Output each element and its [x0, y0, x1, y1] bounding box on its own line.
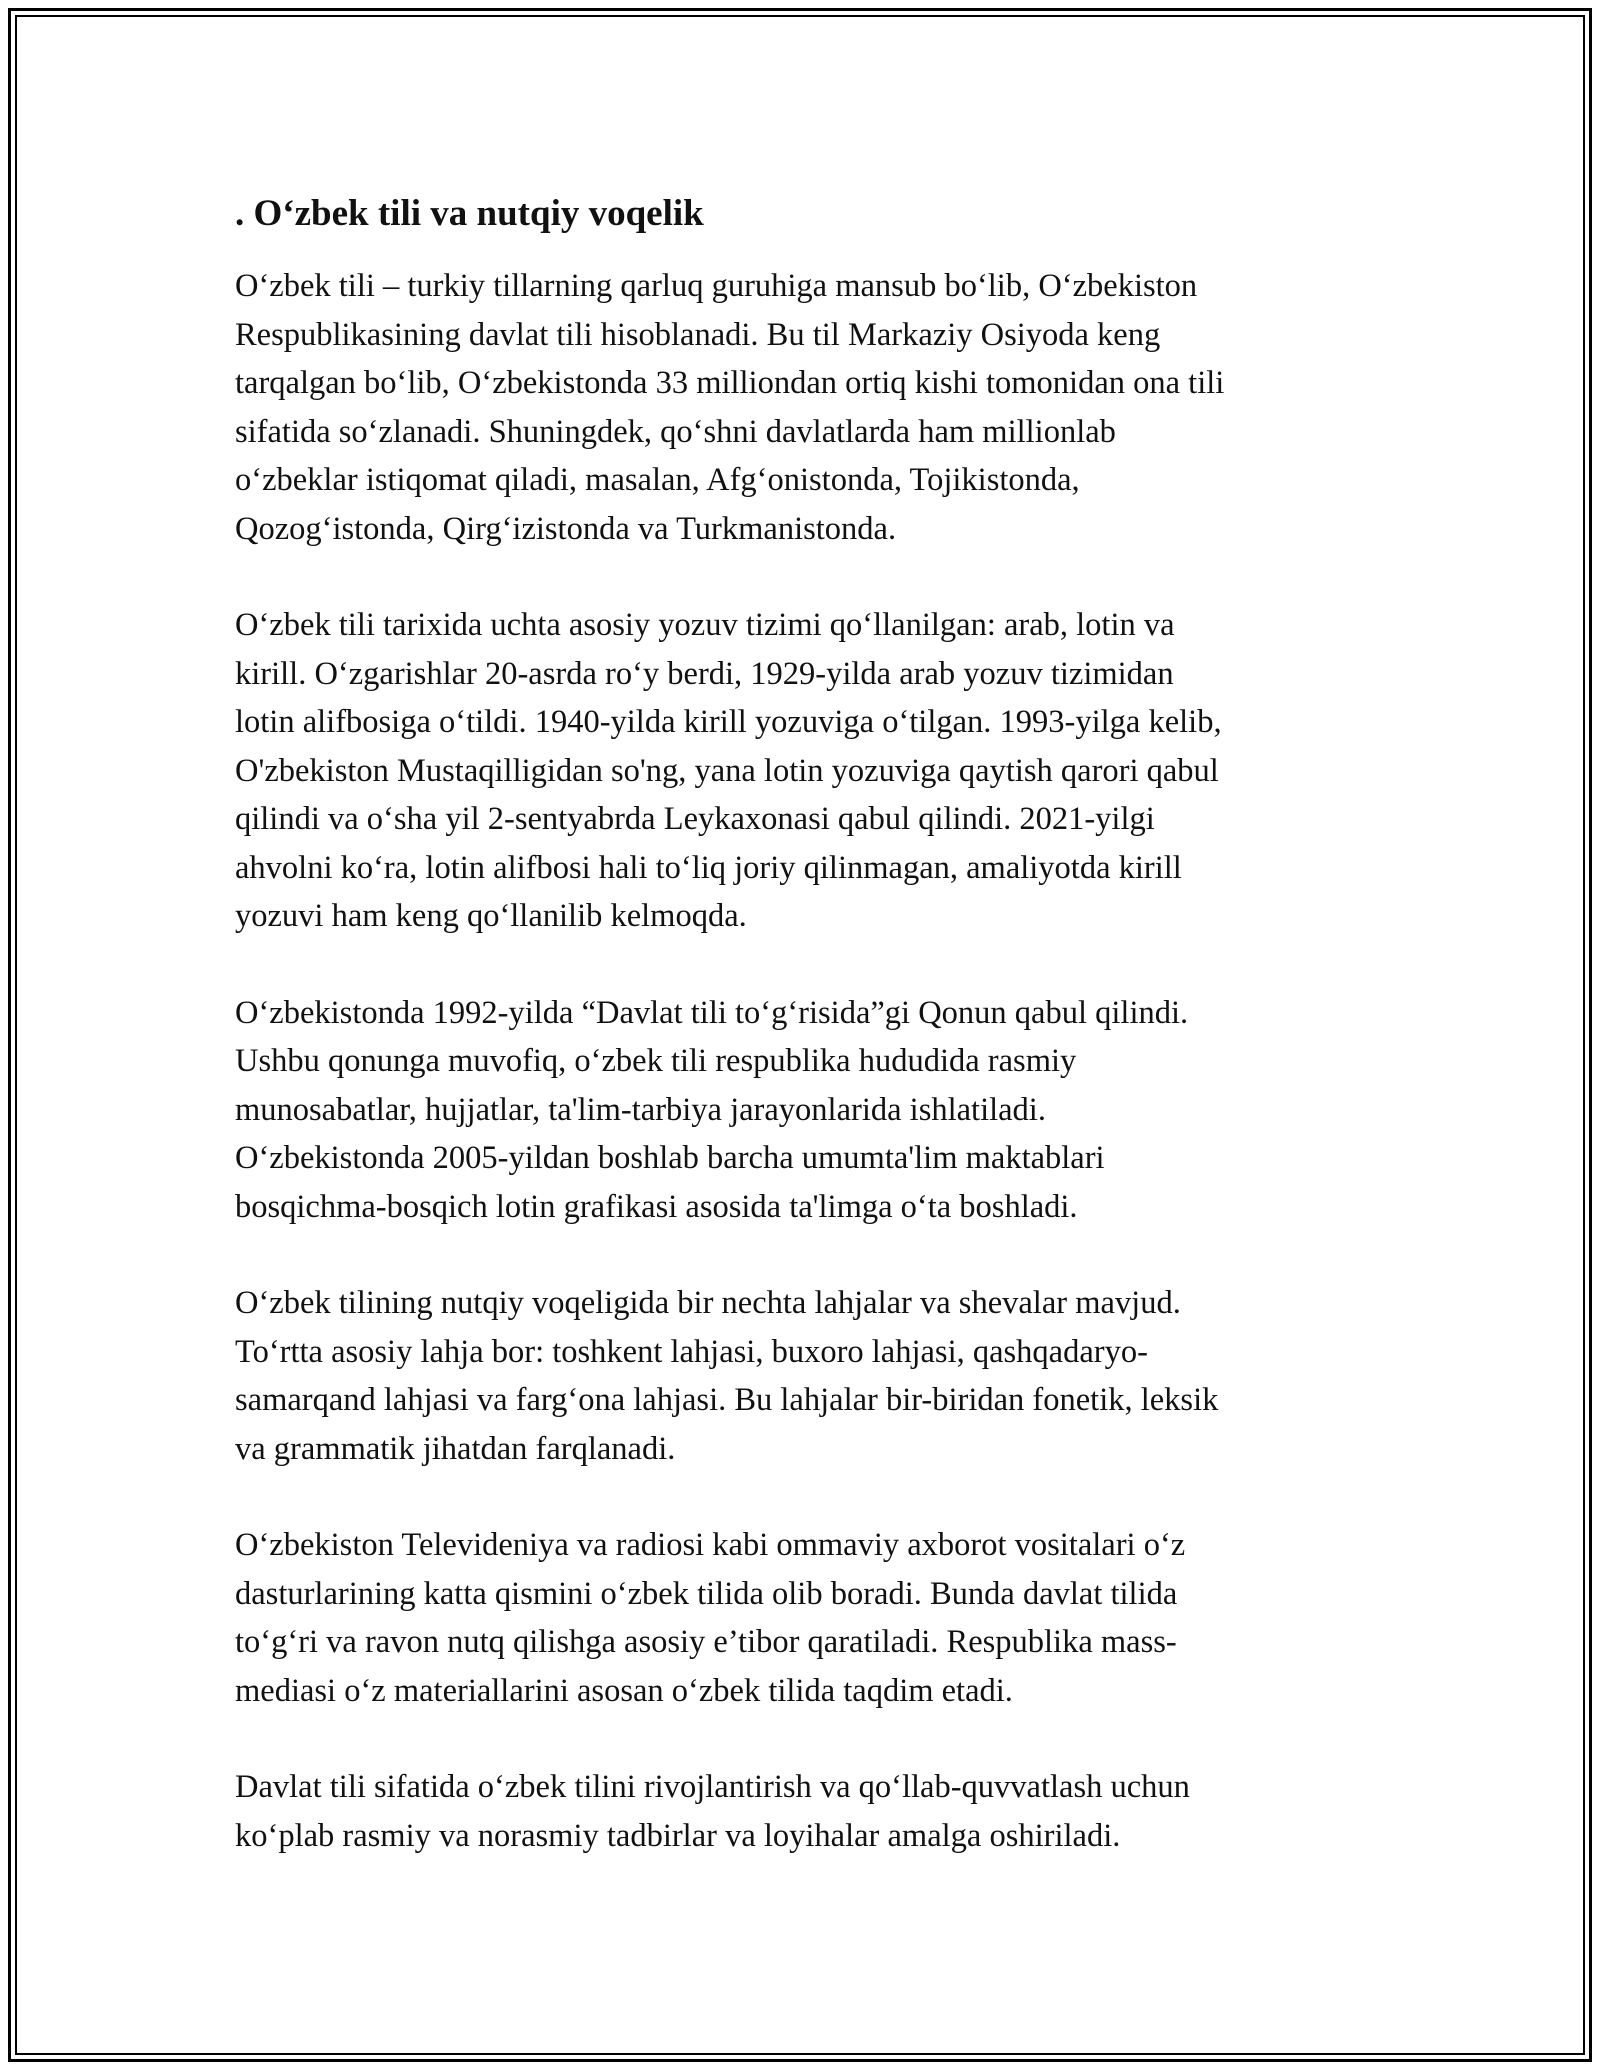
text-line: To‘rtta asosiy lahja bor: toshkent lahjasi, buxoro lahjasi, qashqadaryo- [235, 1333, 1148, 1370]
text-line: o‘zbeklar istiqomat qiladi, masalan, Afg‘onistonda, Tojikistonda, [235, 462, 1080, 498]
text-line: munosabatlar, hujjatlar, ta'lim-tarbiya jarayonlarida ishlatiladi. [235, 1091, 1046, 1128]
text-line: mediasi o‘z materiallarini asosan o‘zbek tilida taqdim etadi. [235, 1672, 1013, 1709]
document-body [235, 190, 1365, 1908]
text-line: O'zbekiston Mustaqilligidan so'ng, yana lotin yozuviga qaytish qarori qabul [235, 752, 1219, 789]
text-line: O‘zbekiston Televideniya va radiosi kabi ommaviy axborot vositalari o‘z [235, 1527, 1186, 1563]
text-line: Davlat tili sifatida o‘zbek tilini rivojlantirish va qo‘llab-quvvatlash uchun [235, 1769, 1190, 1805]
paragraph [235, 601, 1365, 941]
text-line: to‘g‘ri va ravon nutq qilishga asosiy e’tibor qaratiladi. Respublika mass- [235, 1624, 1177, 1660]
paragraph [235, 1521, 1365, 1715]
text-line: va grammatik jihatdan farqlanadi. [235, 1430, 676, 1467]
paragraph-list [235, 262, 1365, 1860]
text-line: qilindi va o‘sha yil 2-sentyabrda Leykaxonasi qabul qilindi. 2021-yilgi [235, 801, 1155, 837]
text-line: ahvolni ko‘ra, lotin alifbosi hali to‘liq joriy qilinmagan, amaliyotda kirill [235, 849, 1182, 886]
paragraph [235, 1763, 1365, 1860]
text-line: O‘zbek tili – turkiy tillarning qarluq guruhiga mansub bo‘lib, O‘zbekiston [235, 268, 1198, 304]
text-line: tarqalgan bo‘lib, O‘zbekistonda 33 milliondan ortiq kishi tomonidan ona tili [235, 365, 1225, 401]
text-line: Ushbu qonunga muvofiq, o‘zbek tili respublika hududida rasmiy [235, 1043, 1077, 1079]
text-line: sifatida so‘zlanadi. Shuningdek, qo‘shni davlatlarda ham millionlab [235, 413, 1116, 450]
text-line: O‘zbek tili tarixida uchta asosiy yozuv tizimi qo‘llanilgan: arab, lotin va [235, 607, 1175, 643]
text-line: samarqand lahjasi va farg‘ona lahjasi. Bu lahjalar bir-biridan fonetik, leksik [235, 1382, 1219, 1418]
document-title: . O‘zbek tili va nutqiy voqelik [235, 193, 704, 234]
text-line: ko‘plab rasmiy va norasmiy tadbirlar va loyihalar amalga oshiriladi. [235, 1817, 1121, 1854]
text-line: dasturlarining katta qismini o‘zbek tilida olib boradi. Bunda davlat tilida [235, 1575, 1178, 1612]
text-line: yozuvi ham keng qo‘llanilib kelmoqda. [235, 898, 747, 934]
text-line: kirill. O‘zgarishlar 20-asrda ro‘y berdi, 1929-yilda arab yozuv tizimidan [235, 655, 1174, 692]
text-line: Qozog‘istonda, Qirg‘izistonda va Turkmanistonda. [235, 510, 897, 547]
text-line: O‘zbekistonda 1992-yilda “Davlat tili to‘g‘risida”gi Qonun qabul qilindi. [235, 994, 1189, 1031]
text-line: O‘zbek tilining nutqiy voqeligida bir nechta lahjalar va shevalar mavjud. [235, 1285, 1181, 1321]
paragraph [235, 262, 1365, 553]
text-line: O‘zbekistonda 2005-yildan boshlab barcha umumta'lim maktablari [235, 1140, 1105, 1176]
text-line: lotin alifbosiga o‘tildi. 1940-yilda kirill yozuviga o‘tilgan. 1993-yilga kelib, [235, 704, 1222, 740]
paragraph [235, 989, 1365, 1232]
paragraph [235, 1279, 1365, 1473]
text-line: bosqichma-bosqich lotin grafikasi asosida ta'limga o‘ta boshladi. [235, 1188, 1078, 1225]
text-line: Respublikasining davlat tili hisoblanadi. Bu til Markaziy Osiyoda keng [235, 316, 1161, 353]
